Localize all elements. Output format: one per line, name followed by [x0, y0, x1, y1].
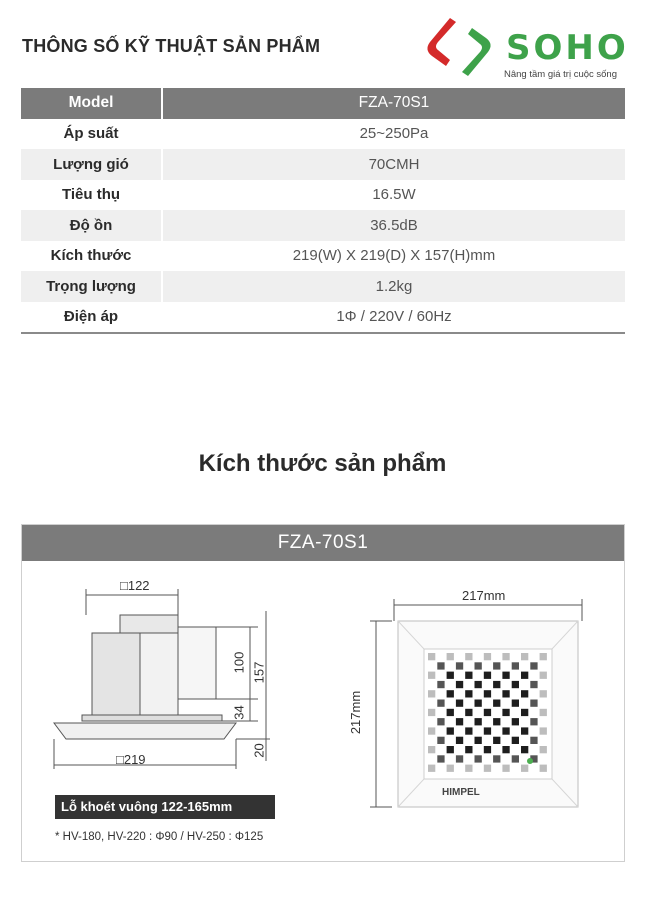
grille-cell — [493, 662, 500, 669]
table-row — [21, 88, 625, 119]
grille-cell — [502, 690, 509, 697]
grille-cell — [475, 718, 482, 725]
dimension-title: Kích thước sản phẩm — [198, 450, 447, 477]
grille-cell — [530, 737, 537, 744]
grille-cell — [512, 718, 519, 725]
model-note: * HV-180, HV-220 : Φ90 / HV-250 : Φ125 — [55, 831, 264, 843]
grille-cell — [428, 727, 435, 734]
grille-cell — [447, 653, 454, 660]
grille-cell — [484, 746, 491, 753]
spec-label: Tiêu thụ — [21, 180, 162, 211]
spec-value: 219(W) X 219(D) X 157(H)mm — [292, 247, 496, 265]
grille-cell — [456, 700, 463, 707]
grille-cell — [456, 662, 463, 669]
spec-label: Áp suất — [21, 119, 162, 150]
grille-cell — [512, 755, 519, 762]
grille-cell — [465, 746, 472, 753]
height-100-label: 100 — [231, 651, 247, 674]
grille-cell — [502, 653, 509, 660]
dimension-panel — [21, 524, 625, 862]
grille-cell — [465, 709, 472, 716]
grille-cell — [465, 653, 472, 660]
spec-value: 25~250Pa — [359, 125, 429, 143]
grille-cell — [540, 727, 547, 734]
grille-cell — [512, 662, 519, 669]
grille-cell — [428, 672, 435, 679]
grille-cell — [484, 690, 491, 697]
grille-cell — [512, 700, 519, 707]
grille-cell — [502, 765, 509, 772]
grille-cell — [456, 718, 463, 725]
grille-cell — [465, 765, 472, 772]
spec-label: Kích thước — [21, 241, 162, 272]
grille-cell — [456, 755, 463, 762]
spec-label: Độ ồn — [21, 210, 162, 241]
grille-cell — [437, 681, 444, 688]
spec-value: 70CMH — [162, 149, 625, 180]
soho-logo — [420, 12, 635, 82]
table-row — [21, 271, 625, 302]
grille-cell — [484, 653, 491, 660]
grille-cell — [447, 746, 454, 753]
grille-cell — [484, 672, 491, 679]
table-row — [21, 180, 625, 211]
grille-cell — [540, 672, 547, 679]
grille-cell — [521, 653, 528, 660]
spec-value: 1.2kg — [162, 271, 625, 302]
spec-table — [21, 88, 625, 332]
grille-cell — [521, 690, 528, 697]
grille-cell — [447, 727, 454, 734]
grille-cell — [512, 681, 519, 688]
front-height-label: 217mm — [348, 690, 364, 735]
grille-cell — [428, 765, 435, 772]
grille-cell — [428, 690, 435, 697]
grille-cell — [465, 672, 472, 679]
table-row — [21, 241, 625, 272]
grille-cell — [502, 709, 509, 716]
grille-cell — [484, 765, 491, 772]
grille-cell — [540, 690, 547, 697]
spec-value: 1Φ / 220V / 60Hz — [336, 308, 452, 326]
grille-cell — [493, 681, 500, 688]
grille-cell — [512, 737, 519, 744]
spec-value: 16.5W — [372, 186, 416, 204]
grille-cell — [475, 737, 482, 744]
grille-cell — [475, 700, 482, 707]
grille-cell — [540, 709, 547, 716]
grille-cell — [530, 700, 537, 707]
base-width-label: □219 — [116, 752, 146, 767]
soho-logo-icon — [420, 12, 498, 82]
grille-cell — [475, 662, 482, 669]
grille-cell — [475, 755, 482, 762]
grille-cell — [428, 746, 435, 753]
grille-cell — [475, 681, 482, 688]
grille-cell — [502, 727, 509, 734]
grille-cell — [502, 746, 509, 753]
panel-title: FZA-70S1 — [22, 525, 624, 561]
spec-label: Điện áp — [21, 302, 162, 333]
grille-cell — [521, 709, 528, 716]
grille-cell — [437, 700, 444, 707]
grille-cell — [437, 662, 444, 669]
cutout-badge: Lỗ khoét vuông 122-165mm — [55, 795, 275, 819]
grille-cell — [465, 690, 472, 697]
grille-cell — [484, 709, 491, 716]
grille-cell — [447, 765, 454, 772]
height-20-label: 20 — [251, 743, 267, 758]
logo-text: SOHO — [506, 28, 629, 68]
grille-cell — [465, 727, 472, 734]
grille-cell — [437, 755, 444, 762]
table-row — [21, 210, 625, 241]
grille-cell — [456, 737, 463, 744]
grille-cell — [540, 746, 547, 753]
duct-width-label: □122 — [120, 578, 150, 593]
spec-value: 36.5dB — [162, 210, 625, 241]
grille-cell — [530, 681, 537, 688]
grille-cell — [502, 672, 509, 679]
logo-slogan: Nâng tầm giá trị cuộc sống — [504, 69, 618, 80]
grille-cell — [521, 727, 528, 734]
spec-title: THÔNG SỐ KỸ THUẬT SẢN PHẨM — [22, 36, 321, 56]
grille-cell — [493, 718, 500, 725]
grille-cell — [521, 746, 528, 753]
grille-cell — [447, 672, 454, 679]
spec-label: Lượng gió — [21, 149, 162, 180]
grille-cell — [428, 709, 435, 716]
table-row — [21, 302, 625, 333]
spec-label: Trọng lượng — [21, 271, 162, 302]
table-row — [21, 149, 625, 180]
grille-cell — [521, 765, 528, 772]
height-157-label: 157 — [251, 661, 267, 684]
grille-cell — [437, 718, 444, 725]
grille-cell — [447, 709, 454, 716]
table-row — [21, 119, 625, 150]
grille-cell — [447, 690, 454, 697]
grille-cell — [540, 765, 547, 772]
spec-value: FZA-70S1 — [162, 88, 625, 119]
grille-cell — [530, 718, 537, 725]
grille-cell — [484, 727, 491, 734]
front-width-label: 217mm — [462, 588, 506, 603]
front-brand-label: HIMPEL — [442, 787, 480, 798]
grille-cell — [493, 755, 500, 762]
grille-cell — [540, 653, 547, 660]
grille-cell — [521, 672, 528, 679]
grille-cell — [530, 662, 537, 669]
height-34-label: 34 — [231, 705, 247, 720]
grille-cell — [493, 737, 500, 744]
grille-cell — [493, 700, 500, 707]
grille-cell — [437, 737, 444, 744]
table-bottom-divider — [21, 332, 625, 334]
grille-cell — [456, 681, 463, 688]
grille-cell — [428, 653, 435, 660]
spec-label: Model — [21, 88, 162, 119]
